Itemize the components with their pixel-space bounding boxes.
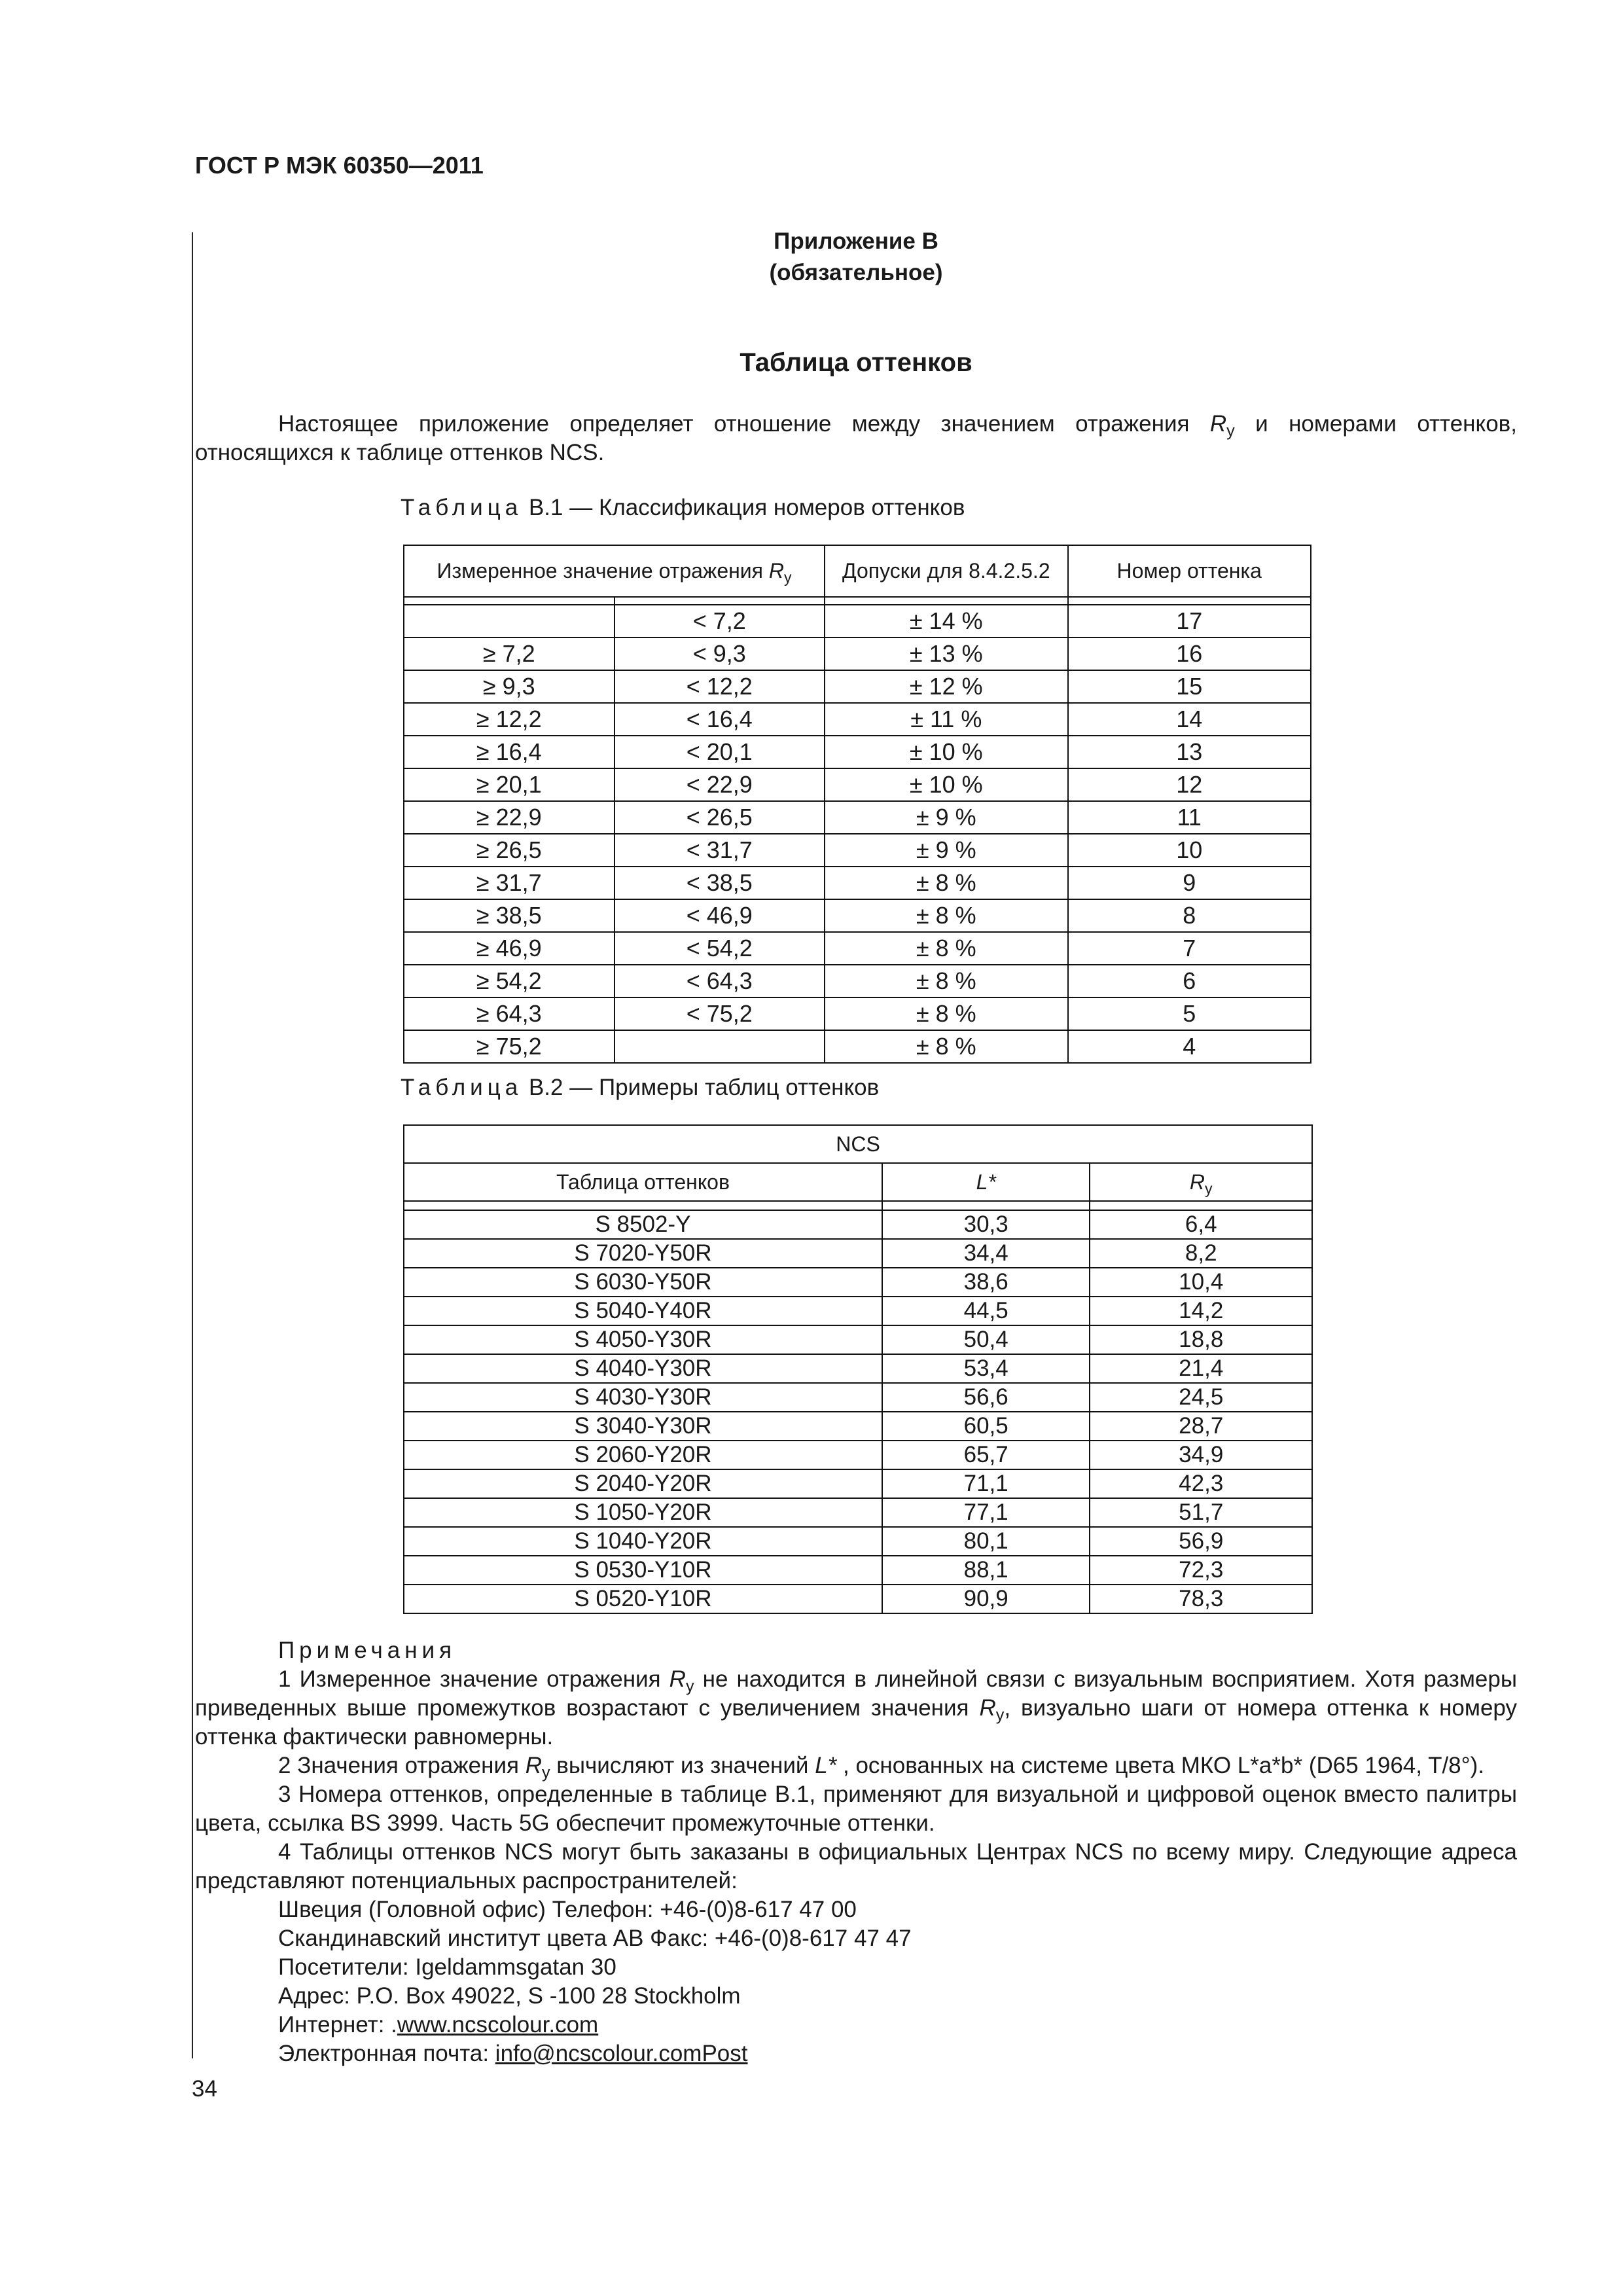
table-cell-to: < 7,2 [615,605,825,637]
table-cell-to: < 26,5 [615,801,825,834]
table-cell-r: 6,4 [1090,1210,1312,1239]
table-cell-r: 10,4 [1090,1268,1312,1297]
table-cell-num: 12 [1068,768,1311,801]
table-cell-from: ≥ 46,9 [404,932,615,965]
table-cell-name: S 5040-Y40R [404,1297,882,1325]
table-cell-tol: ± 9 % [825,834,1067,867]
annex-name: Приложение В [774,228,938,254]
table-cell-tol: ± 13 % [825,637,1067,670]
table-cell-name: S 2040-Y20R [404,1469,882,1498]
table-cell-name: S 4050-Y30R [404,1325,882,1354]
reflectance-header: $R_y$ [1090,1163,1312,1201]
table-cell-r: 18,8 [1090,1325,1312,1354]
table-cell-to: < 64,3 [615,965,825,997]
table-cell-tol: ± 10 % [825,736,1067,768]
address-line: Швеция (Головной офис) Телефон: +46-(0)8-617 47 00 [278,1897,857,1922]
table-row [404,637,1311,670]
table-cell-l: 38,6 [882,1268,1090,1297]
table-cell-from: ≥ 64,3 [404,997,615,1030]
table-cell-from: ≥ 12,2 [404,703,615,736]
table-cell-num: 16 [1068,637,1311,670]
address-line: Скандинавский институт цвета АВ Факс: +46-(0)8-617 47 47 [278,1926,912,1951]
table-cell-to [615,1030,825,1063]
table-row [404,932,1311,965]
intro-paragraph: Настоящее приложение определяет отношение между значением отражения $R_y$ и номерами оттенков, относящихся к таблице оттенков NCS. [195,411,1517,465]
table-cell-tol: ± 14 % [825,605,1067,637]
table-cell-from: ≥ 20,1 [404,768,615,801]
table-cell-name: S 1040-Y20R [404,1527,882,1556]
note-3: 3 Номера оттенков, определенные в таблице В.1, применяют для визуальной и цифровой оценок вместо палитры цвета, ссылка BS 3999. Часть 5G обеспечит промежуточные оттенки. [195,1782,1517,1836]
table-cell-tol: ± 9 % [825,801,1067,834]
table-cell-to: < 22,9 [615,768,825,801]
table-cell-l: 50,4 [882,1325,1090,1354]
table-row [404,1585,1312,1613]
table-cell-to: < 46,9 [615,899,825,932]
table-row [404,736,1311,768]
table-cell-r: 72,3 [1090,1556,1312,1585]
annex-title: Таблица оттенков [740,348,972,377]
table-cell-num: 6 [1068,965,1311,997]
table-cell-r: 8,2 [1090,1239,1312,1268]
table-cell-l: 30,3 [882,1210,1090,1239]
email-link[interactable]: info@ncscolour.comPost [495,2041,748,2066]
table-cell-name: S 8502-Y [404,1210,882,1239]
table-cell-tol: ± 8 % [825,1030,1067,1063]
table-cell-num: 10 [1068,834,1311,867]
table-row [404,899,1311,932]
page-number: 34 [192,2076,217,2102]
table-cell-num: 4 [1068,1030,1311,1063]
table-row [404,1412,1312,1441]
table-cell-to: < 31,7 [615,834,825,867]
table-cell-from [404,605,615,637]
table-cell-l: 80,1 [882,1527,1090,1556]
address-line: Адрес: P.O. Box 49022, S -100 28 Stockholm [278,1983,741,2009]
table-cell-num: 14 [1068,703,1311,736]
table-cell-tol: ± 8 % [825,997,1067,1030]
lightness-header: L* [882,1163,1090,1201]
table-cell-to: < 75,2 [615,997,825,1030]
table-cell-l: 53,4 [882,1354,1090,1383]
table-row [404,1469,1312,1498]
table-row [404,605,1311,637]
table-cell-num: 8 [1068,899,1311,932]
table-cell-tol: ± 10 % [825,768,1067,801]
table-cell-to: < 16,4 [615,703,825,736]
table-cell-r: 56,9 [1090,1527,1312,1556]
email-line: Электронная почта: info@ncscolour.comPost [278,2041,748,2066]
table-cell-tol: ± 8 % [825,932,1067,965]
shade-classification-table [403,545,1311,1064]
table-cell-name: S 1050-Y20R [404,1498,882,1527]
shade-examples-table [403,1124,1313,1614]
table-cell-l: 56,6 [882,1383,1090,1412]
table-cell-num: 15 [1068,670,1311,703]
table-row [404,1268,1312,1297]
table-cell-to: < 20,1 [615,736,825,768]
table-cell-name: S 7020-Y50R [404,1239,882,1268]
table-row [404,670,1311,703]
tolerance-header: Допуски для 8.4.2.5.2 [825,545,1067,597]
table-row [404,1210,1312,1239]
note-4: 4 Таблицы оттенков NCS могут быть заказаны в официальных Центрах NCS по всему миру. Следующие адреса представляют потенциальных распространителей: [195,1839,1517,1893]
address-line: Посетители: Igeldammsgatan 30 [278,1954,616,1980]
table-cell-from: ≥ 16,4 [404,736,615,768]
table-cell-name: S 0520-Y10R [404,1585,882,1613]
website-line: Интернет: .www.ncscolour.com [278,2012,599,2037]
table-cell-r: 24,5 [1090,1383,1312,1412]
table-cell-tol: ± 8 % [825,867,1067,899]
notes-heading: Примечания [278,1638,457,1663]
table-cell-to: < 9,3 [615,637,825,670]
table-cell-tol: ± 8 % [825,899,1067,932]
table-cell-name: S 4030-Y30R [404,1383,882,1412]
table-row [404,768,1311,801]
table-row [404,1030,1311,1063]
table-cell-r: 42,3 [1090,1469,1312,1498]
table-cell-from: ≥ 38,5 [404,899,615,932]
table-row [404,1325,1312,1354]
table-cell-tol: ± 12 % [825,670,1067,703]
table2-caption: Таблица В.2 — Примеры таблиц оттенков [401,1075,880,1100]
table-cell-from: ≥ 31,7 [404,867,615,899]
table-cell-name: S 4040-Y30R [404,1354,882,1383]
table-row [404,867,1311,899]
table-cell-num: 9 [1068,867,1311,899]
table-cell-num: 17 [1068,605,1311,637]
standard-number: ГОСТ Р МЭК 60350—2011 [195,152,484,179]
table-cell-r: 51,7 [1090,1498,1312,1527]
table-cell-l: 88,1 [882,1556,1090,1585]
table-cell-r: 28,7 [1090,1412,1312,1441]
table-cell-num: 7 [1068,932,1311,965]
table-cell-tol: ± 11 % [825,703,1067,736]
table-cell-from: ≥ 26,5 [404,834,615,867]
measured-reflectance-header: Измеренное значение отражения $R_y$ [404,545,825,597]
table-cell-to: < 38,5 [615,867,825,899]
table-cell-from: ≥ 54,2 [404,965,615,997]
annex-status: (обязательное) [769,260,943,285]
notes-section [195,1636,1517,2068]
table-cell-to: < 54,2 [615,932,825,965]
table-row [404,965,1311,997]
table-cell-r: 21,4 [1090,1354,1312,1383]
table-row [404,1556,1312,1585]
table-cell-from: ≥ 22,9 [404,801,615,834]
annex-heading [195,226,1517,289]
table-cell-l: 65,7 [882,1441,1090,1469]
shade-number-header: Номер оттенка [1068,545,1311,597]
table-cell-name: S 6030-Y50R [404,1268,882,1297]
shade-table-header: Таблица оттенков [404,1163,882,1201]
table-cell-l: 77,1 [882,1498,1090,1527]
table-row [404,1239,1312,1268]
website-link[interactable]: www.ncscolour.com [397,2012,599,2037]
table-row [404,1383,1312,1412]
table-cell-to: < 12,2 [615,670,825,703]
table-cell-from: ≥ 75,2 [404,1030,615,1063]
margin-rule [192,232,193,2058]
table-cell-from: ≥ 7,2 [404,637,615,670]
table-cell-name: S 3040-Y30R [404,1412,882,1441]
table-cell-num: 11 [1068,801,1311,834]
note-1: 1 Измеренное значение отражения $R_y$ не находится в линейной связи с визуальным восприятием. Хотя размеры приведенных выше промежутков возрастают с увеличением значения $R_y$, визуально шаги от номера оттенка к номеру оттенка фактически равномерны. [195,1666,1517,1749]
table-row [404,1527,1312,1556]
table-cell-r: 14,2 [1090,1297,1312,1325]
table-row [404,1498,1312,1527]
table-row [404,1441,1312,1469]
table-row [404,703,1311,736]
table-row [404,1354,1312,1383]
note-2: 2 Значения отражения $R_y$ вычисляют из значений L* , основанных на системе цвета МКО L*a*b* (D65 1964, T/8°). [278,1753,1485,1782]
table-cell-l: 60,5 [882,1412,1090,1441]
table-cell-l: 44,5 [882,1297,1090,1325]
table-cell-r: 34,9 [1090,1441,1312,1469]
table-cell-tol: ± 8 % [825,965,1067,997]
table-cell-l: 34,4 [882,1239,1090,1268]
ncs-group-header: NCS [404,1125,1312,1163]
table-cell-name: S 0530-Y10R [404,1556,882,1585]
table-row [404,801,1311,834]
table-cell-num: 5 [1068,997,1311,1030]
table-cell-name: S 2060-Y20R [404,1441,882,1469]
table-row [404,997,1311,1030]
table-cell-r: 78,3 [1090,1585,1312,1613]
table-row [404,1297,1312,1325]
table-row [404,834,1311,867]
table-cell-l: 71,1 [882,1469,1090,1498]
table-cell-num: 13 [1068,736,1311,768]
table-cell-from: ≥ 9,3 [404,670,615,703]
table1-caption: Таблица В.1 — Классификация номеров оттенков [401,495,965,520]
table-cell-l: 90,9 [882,1585,1090,1613]
